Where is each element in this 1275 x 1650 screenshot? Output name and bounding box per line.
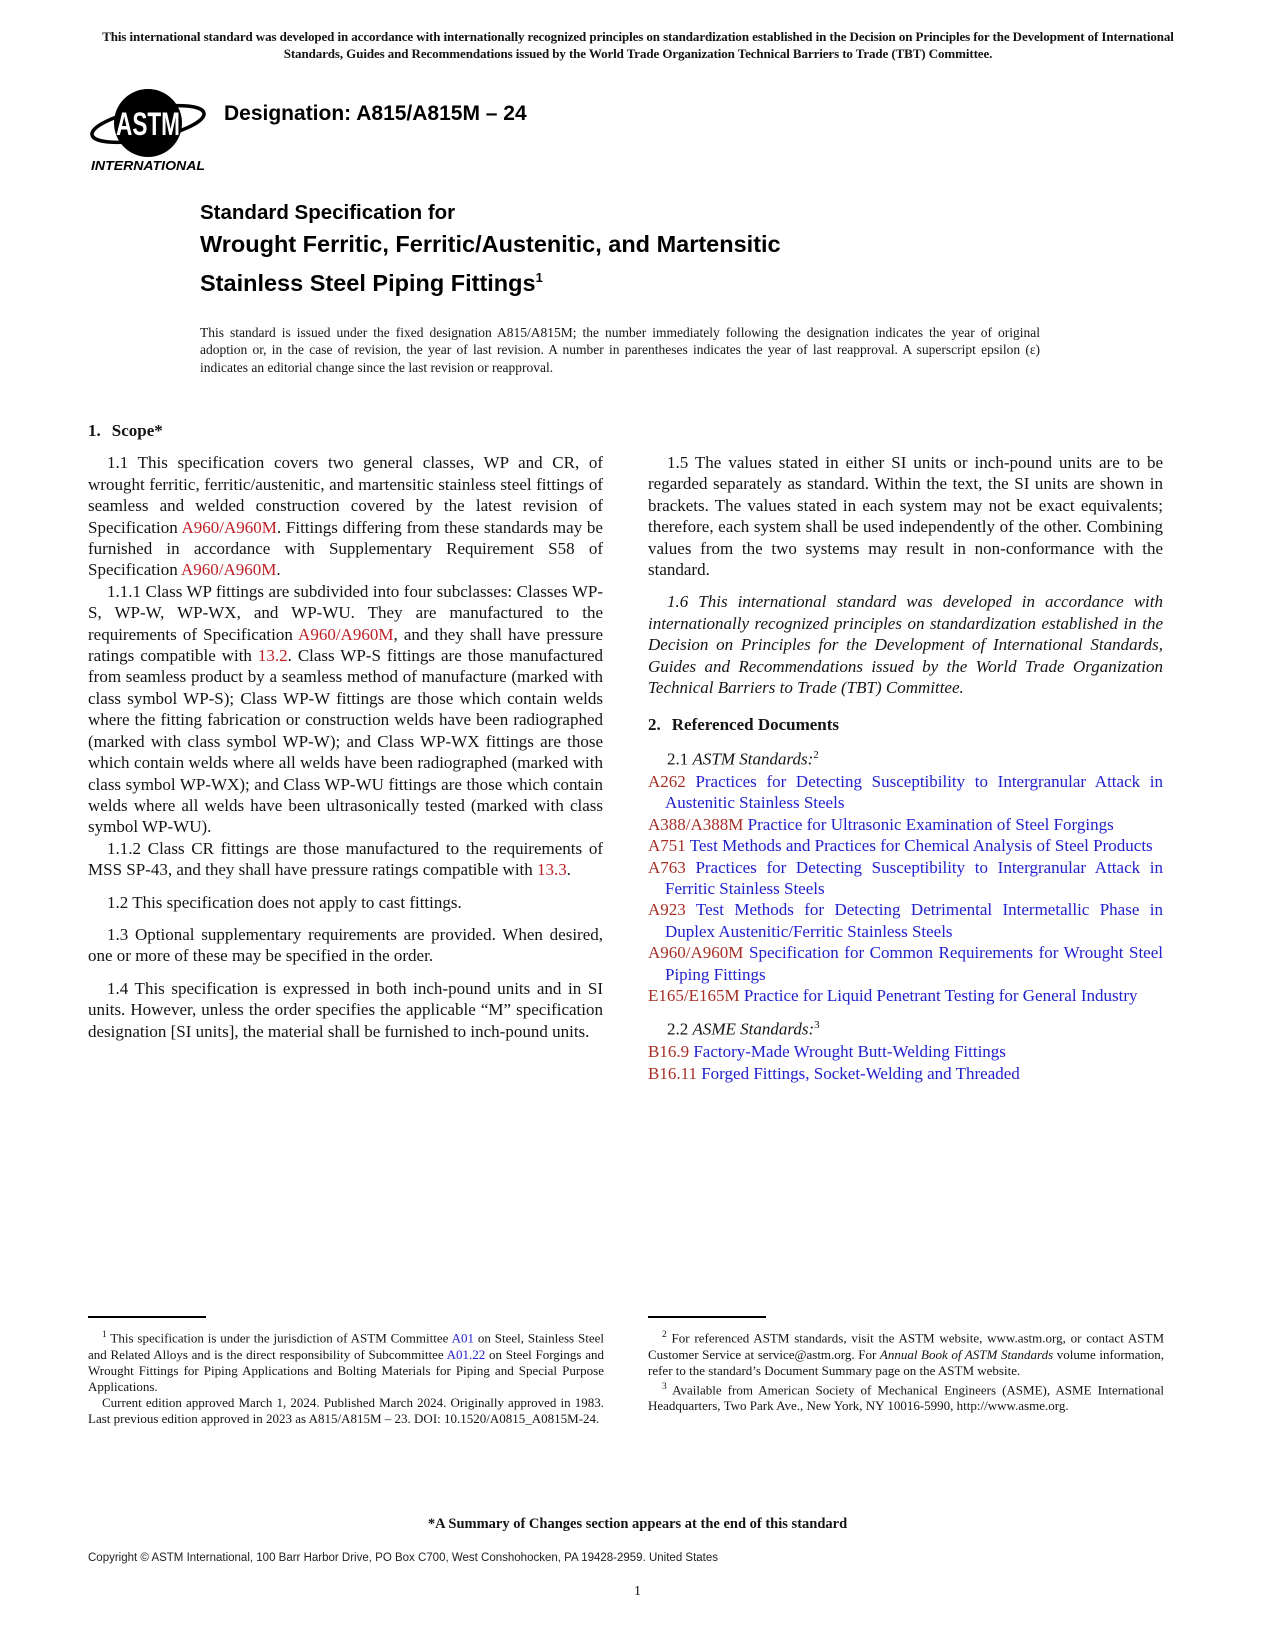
reference-item-b16-9 bbox=[648, 1041, 1163, 1062]
link-a960-a960m[interactable]: A960/A960M bbox=[181, 517, 277, 537]
paragraph-text: . Class WP-S fittings are those manufactured from seamless product by a seamless method of manufacture (marked with class symbol WP-S); Class WP-W fittings are those which contain welds where the fitting fabrication or construction welds have been radiographed (marked with class symbol WP-W); and Class WP-WX fittings are those which contain welds where all welds have been radiographed (marked with class symbol WP-WX); and Class WP-WU fittings are those which contain welds where all welds have been ultrasonically tested (marked with class symbol WP-WU). bbox=[88, 646, 603, 837]
footnote-1-edition-history: Current edition approved March 1, 2024. Published March 2024. Originally approved in 1983. Last previous edition approved in 2023 as A815/A815M – 23. DOI: 10.1520/A0815_A0815M-24. bbox=[88, 1395, 604, 1427]
link-a763-title[interactable]: Practices for Detecting Susceptibility to Intergranular Attack in Ferritic Stainless Steels bbox=[665, 857, 1163, 898]
link-a388[interactable]: A388/A388M bbox=[648, 814, 744, 834]
right-column bbox=[648, 452, 1163, 1084]
footnote-1-marker: 1 bbox=[102, 1330, 107, 1340]
link-b16-11[interactable]: B16.11 bbox=[648, 1063, 697, 1083]
link-a923-title[interactable]: Test Methods for Detecting Detrimental Intermetallic Phase in Duplex Austenitic/Ferritic Stainless Steels bbox=[665, 900, 1163, 941]
footnote-text: on Steel, Stainless Steel and Related Alloys and is the direct responsibility of Subcommittee bbox=[88, 1330, 604, 1362]
designation-label: Designation: A815/A815M – 24 bbox=[224, 102, 527, 125]
link-section-13-3[interactable]: 13.3 bbox=[537, 860, 567, 880]
paragraph-text: . bbox=[276, 560, 281, 580]
astm-standards-list bbox=[648, 771, 1163, 1006]
link-a923[interactable]: A923 bbox=[648, 900, 686, 920]
link-a960[interactable]: A960/A960M bbox=[648, 943, 744, 963]
reference-item-a960 bbox=[648, 942, 1163, 985]
footnote-text: Available from American Society of Mechanical Engineers (ASME), ASME International Headquarters, Two Park Ave., New York, NY 10016-5990, http://www.asme.org. bbox=[648, 1382, 1164, 1414]
link-a960-title[interactable]: Specification for Common Requirements for Wrought Steel Piping Fittings bbox=[665, 943, 1163, 984]
reference-item-a751 bbox=[648, 835, 1163, 856]
section-1-number: 1. bbox=[88, 421, 101, 440]
footnote-book-title: Annual Book of ASTM Standards bbox=[879, 1346, 1054, 1362]
link-a960-a960m[interactable]: A960/A960M bbox=[298, 624, 394, 644]
paragraph-text: . bbox=[566, 860, 572, 880]
link-a763[interactable]: A763 bbox=[648, 857, 686, 877]
subsection-label: ASTM Standards: bbox=[692, 749, 814, 769]
footnote-text: For referenced ASTM standards, visit the ASTM website, www.astm.org, or contact ASTM Customer Service at service@astm.org. For bbox=[648, 1330, 1165, 1362]
issuance-note: This standard is issued under the fixed designation A815/A815M; the number immediately following the designation indicates the year of original adoption or, in the case of revision, the year of last revision. A number in parentheses indicates the year of last reapproval. A superscript epsilon (ε) indicates an editorial change since the last revision or reapproval. bbox=[200, 325, 1040, 375]
paragraph-1-1-1 bbox=[88, 581, 603, 838]
link-a262[interactable]: A262 bbox=[648, 771, 686, 791]
subsection-2-1-heading bbox=[648, 745, 1163, 770]
title-footnote-ref[interactable]: 1 bbox=[535, 270, 543, 285]
link-subcommittee-a01-22[interactable]: A01.22 bbox=[446, 1346, 486, 1362]
paragraph-1-1 bbox=[88, 452, 603, 580]
link-e165[interactable]: E165/E165M bbox=[648, 986, 740, 1005]
link-b16-11-title[interactable]: Forged Fittings, Socket-Welding and Threaded bbox=[701, 1063, 1020, 1083]
subsection-2-2-heading bbox=[648, 1015, 1163, 1040]
link-a262-title[interactable]: Practices for Detecting Susceptibility to Intergranular Attack in Austenitic Stainless Steels bbox=[665, 771, 1163, 813]
title-line-2 bbox=[200, 261, 781, 300]
footnote-block-right bbox=[648, 1316, 1164, 1415]
paragraph-1-2: 1.2 This specification does not apply to cast fittings. bbox=[107, 892, 462, 912]
astm-logo-subtext: INTERNATIONAL bbox=[91, 158, 206, 173]
astm-logo bbox=[88, 84, 208, 179]
copyright-line: Copyright © ASTM International, 100 Barr Harbor Drive, PO Box C700, West Conshohocken, PA 19428-2959. United States bbox=[88, 1552, 719, 1564]
title-line-2-text: Stainless Steel Piping Fittings bbox=[200, 269, 536, 296]
footnote-rule bbox=[88, 1316, 206, 1318]
footnote-2 bbox=[648, 1327, 1164, 1379]
paragraph-text: , and they shall have pressure ratings compatible with bbox=[88, 624, 603, 666]
section-2-title: Referenced Documents bbox=[671, 715, 840, 735]
footnote-3-marker: 3 bbox=[662, 1381, 667, 1392]
subsection-number: 2.2 bbox=[667, 1020, 693, 1040]
reference-item-a763 bbox=[648, 857, 1163, 900]
paragraph-1-4: 1.4 This specification is expressed in both inch-pound units and in SI units. However, unless the order specifies the applicable “M” specification designation [SI units], the material shall be furnished to inch-pound units. bbox=[88, 978, 603, 1041]
footnote-2-marker: 2 bbox=[662, 1330, 667, 1340]
link-a751-title[interactable]: Test Methods and Practices for Chemical Analysis of Steel Products bbox=[689, 836, 1153, 856]
title-kicker: Standard Specification for bbox=[200, 201, 456, 224]
footnote-3 bbox=[648, 1379, 1164, 1415]
paragraph-text: 1.1 This specification covers two general classes, WP and CR, of wrought ferritic, ferritic/austenitic, and martensitic stainless steel fittings of seamless and welded construction covered by the latest revision of Specification bbox=[88, 453, 603, 537]
link-e165-title[interactable]: Practice for Liquid Penetrant Testing for General Industry bbox=[743, 986, 1138, 1005]
reference-item-a923 bbox=[648, 899, 1163, 942]
summary-of-changes-note: *A Summary of Changes section appears at the end of this standard bbox=[427, 1516, 848, 1532]
footnote-3-ref[interactable]: 3 bbox=[814, 1019, 820, 1032]
footnote-block-left bbox=[88, 1316, 604, 1428]
link-committee-a01[interactable]: A01 bbox=[451, 1330, 474, 1346]
link-section-13-2[interactable]: 13.2 bbox=[257, 646, 288, 666]
page-number: 1 bbox=[634, 1584, 641, 1599]
paragraph-1-5: 1.5 The values stated in either SI units or inch-pound units are to be regarded separately as standard. Within the text, the SI units are shown in brackets. The values stated in each system may not be exact equivalents; therefore, each system shall be used independently of the other. Combining values from the two systems may result in non-conformance with the standard. bbox=[648, 453, 1163, 580]
link-a388-title[interactable]: Practice for Ultrasonic Examination of Steel Forgings bbox=[747, 814, 1114, 834]
paragraph-1-6: 1.6 This international standard was developed in accordance with internationally recognized principles on standardization established in the Decision on Principles for the Development of International Standards, Guides and Recommendations issued by the World Trade Organization Technical Barriers to Trade (TBT) Committee. bbox=[648, 592, 1163, 698]
footnote-text: This specification is under the jurisdiction of ASTM Committee bbox=[110, 1330, 452, 1346]
subsection-number: 2.1 bbox=[667, 749, 693, 769]
link-b16-9[interactable]: B16.9 bbox=[648, 1042, 690, 1062]
title-line-1: Wrought Ferritic, Ferritic/Austenitic, and Martensitic bbox=[200, 231, 781, 257]
brand-row bbox=[88, 84, 527, 179]
section-2-number: 2. bbox=[648, 715, 661, 735]
left-column bbox=[88, 420, 603, 1042]
footnote-text: volume information, refer to the standard’s Document Summary page on the ASTM website. bbox=[648, 1346, 1165, 1378]
paragraph-1-1-2 bbox=[88, 838, 603, 881]
asme-standards-list bbox=[648, 1041, 1163, 1084]
link-a960-a960m[interactable]: A960/A960M bbox=[181, 560, 277, 580]
astm-logo-text: ASTM bbox=[116, 106, 180, 142]
reference-item-a262 bbox=[648, 771, 1163, 814]
document-title bbox=[200, 198, 781, 300]
reference-item-e165 bbox=[648, 985, 1163, 1006]
footnote-rule bbox=[648, 1316, 766, 1318]
astm-logo-icon bbox=[88, 84, 208, 174]
wto-tbt-notice: This international standard was developed in accordance with internationally recognized principles on standardization established in the Decision on Principles for the Development of International Standards, Guides and Recommendations issued by the World Trade Organization Technical Barriers to Trade (TBT) Committee. bbox=[102, 29, 1174, 61]
paragraph-1-3: 1.3 Optional supplementary requirements are provided. When desired, one or more of these may be specified in the order. bbox=[88, 924, 603, 966]
link-a751[interactable]: A751 bbox=[648, 836, 686, 856]
section-1-heading bbox=[88, 420, 603, 441]
paragraph-text: 1.1.1 Class WP fittings are subdivided into four subclasses: Classes WP-S, WP-W, WP-WX, and WP-WU. They are manufactured to the requirements of Specification bbox=[88, 581, 603, 644]
paragraph-text: 1.1.2 Class CR fittings are those manufactured to the requirements of MSS SP-43, and they shall have pressure ratings compatible with bbox=[88, 838, 603, 880]
section-1-title: Scope* bbox=[111, 421, 163, 440]
reference-item-a388 bbox=[648, 814, 1163, 835]
footnote-1 bbox=[88, 1327, 604, 1395]
paragraph-text: . Fittings differing from these standards may be furnished in accordance with Supplementary Requirement S58 of Specification bbox=[88, 517, 603, 580]
reference-item-b16-11 bbox=[648, 1063, 1163, 1084]
footnote-text: on Steel Forgings and Wrought Fittings for Piping Applications and Bolting Materials for Piping and Special Purpose Applications. bbox=[88, 1346, 604, 1394]
subsection-label: ASME Standards: bbox=[692, 1020, 815, 1040]
link-b16-9-title[interactable]: Factory-Made Wrought Butt-Welding Fittings bbox=[693, 1042, 1006, 1062]
footnote-2-ref[interactable]: 2 bbox=[813, 748, 819, 761]
section-2-heading bbox=[648, 714, 1163, 735]
